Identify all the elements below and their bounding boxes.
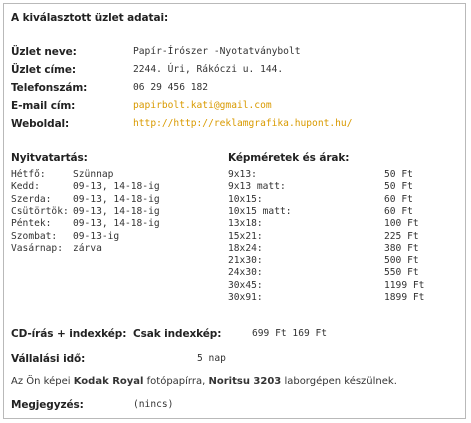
price-value: 1199 Ft <box>384 279 425 291</box>
price-value: 380 Ft <box>384 242 419 254</box>
store-name-label: Üzlet neve: <box>11 46 77 58</box>
paper-suffix: laborgépen készülnek. <box>284 376 397 387</box>
hours-time: 09-13, 14-18-ig <box>73 181 160 193</box>
hours-day: Hétfő: <box>11 169 46 180</box>
opening-hours-title: Nyitvatartás: <box>11 152 88 164</box>
store-address-value: 2244. Úri, Rákóczi u. 144. <box>133 64 284 75</box>
price-value: 60 Ft <box>384 193 413 205</box>
hours-time: 09-13, 14-18-ig <box>73 193 160 205</box>
price-size: 21x30: <box>228 255 263 267</box>
hours-day: Csütörtök: <box>11 205 69 217</box>
paper-prefix: Az Ön képei <box>11 376 71 387</box>
email-label: E-mail cím: <box>11 100 76 112</box>
note-label: Megjegyzés: <box>11 399 84 411</box>
paper-brand: Kodak Royal <box>73 376 144 387</box>
price-value: 500 Ft <box>384 255 419 267</box>
price-value: 225 Ft <box>384 230 419 242</box>
hours-time: 09-13, 14-18-ig <box>73 218 160 230</box>
price-value: 100 Ft <box>384 218 419 230</box>
paper-middle: fotópapírra, <box>146 376 206 387</box>
price-size: 9x13: <box>228 169 257 180</box>
lab-machine: Noritsu 3203 <box>208 376 282 387</box>
price-size: 30x91: <box>228 292 263 303</box>
deadline-value: 5 nap <box>197 353 226 364</box>
hours-day: Péntek: <box>11 218 52 230</box>
hours-time: zárva <box>73 242 102 254</box>
price-size: 24x30: <box>228 267 263 279</box>
price-size: 30x45: <box>228 279 263 291</box>
hours-day: Szerda: <box>11 193 52 205</box>
prices-title: Képméretek és árak: <box>228 152 350 164</box>
panel-title: A kiválasztott üzlet adatai: <box>11 12 169 24</box>
email-link[interactable]: papirbolt.kati@gmail.com <box>133 100 272 111</box>
price-size: 18x24: <box>228 242 263 254</box>
price-size: 10x15 matt: <box>228 205 292 217</box>
price-size: 9x13 matt: <box>228 181 286 193</box>
hours-day: Vasárnap: <box>11 242 63 254</box>
store-name-value: Papír-Írószer -Nyotatványbolt <box>133 46 301 57</box>
price-size: 10x15: <box>228 193 263 205</box>
website-label: Weboldal: <box>11 118 70 130</box>
price-value: 50 Ft <box>384 169 413 180</box>
deadline-label: Vállalási idő: <box>11 353 86 365</box>
hours-day: Szombat: <box>11 230 58 242</box>
store-address-label: Üzlet címe: <box>11 64 77 76</box>
paper-sentence <box>11 376 397 387</box>
hours-day: Kedd: <box>11 181 40 193</box>
cd-index-label: CD-írás + indexkép: <box>11 328 127 340</box>
price-value: 60 Ft <box>384 205 413 217</box>
hours-time: Szünnap <box>73 169 114 180</box>
price-value: 50 Ft <box>384 181 413 193</box>
price-value: 1899 Ft <box>384 292 425 303</box>
index-only-label: Csak indexkép: <box>133 328 222 340</box>
cd-prices-value: 699 Ft 169 Ft <box>252 328 328 339</box>
price-size: 15x21: <box>228 230 263 242</box>
phone-label: Telefonszám: <box>11 82 88 94</box>
hours-time: 09-13, 14-18-ig <box>73 205 160 217</box>
hours-time: 09-13-ig <box>73 230 120 242</box>
price-size: 13x18: <box>228 218 263 230</box>
price-value: 550 Ft <box>384 267 419 279</box>
phone-value: 06 29 456 182 <box>133 82 209 93</box>
note-value: (nincs) <box>133 399 174 410</box>
website-link[interactable]: http://http://reklamgrafika.hupont.hu/ <box>133 118 353 129</box>
